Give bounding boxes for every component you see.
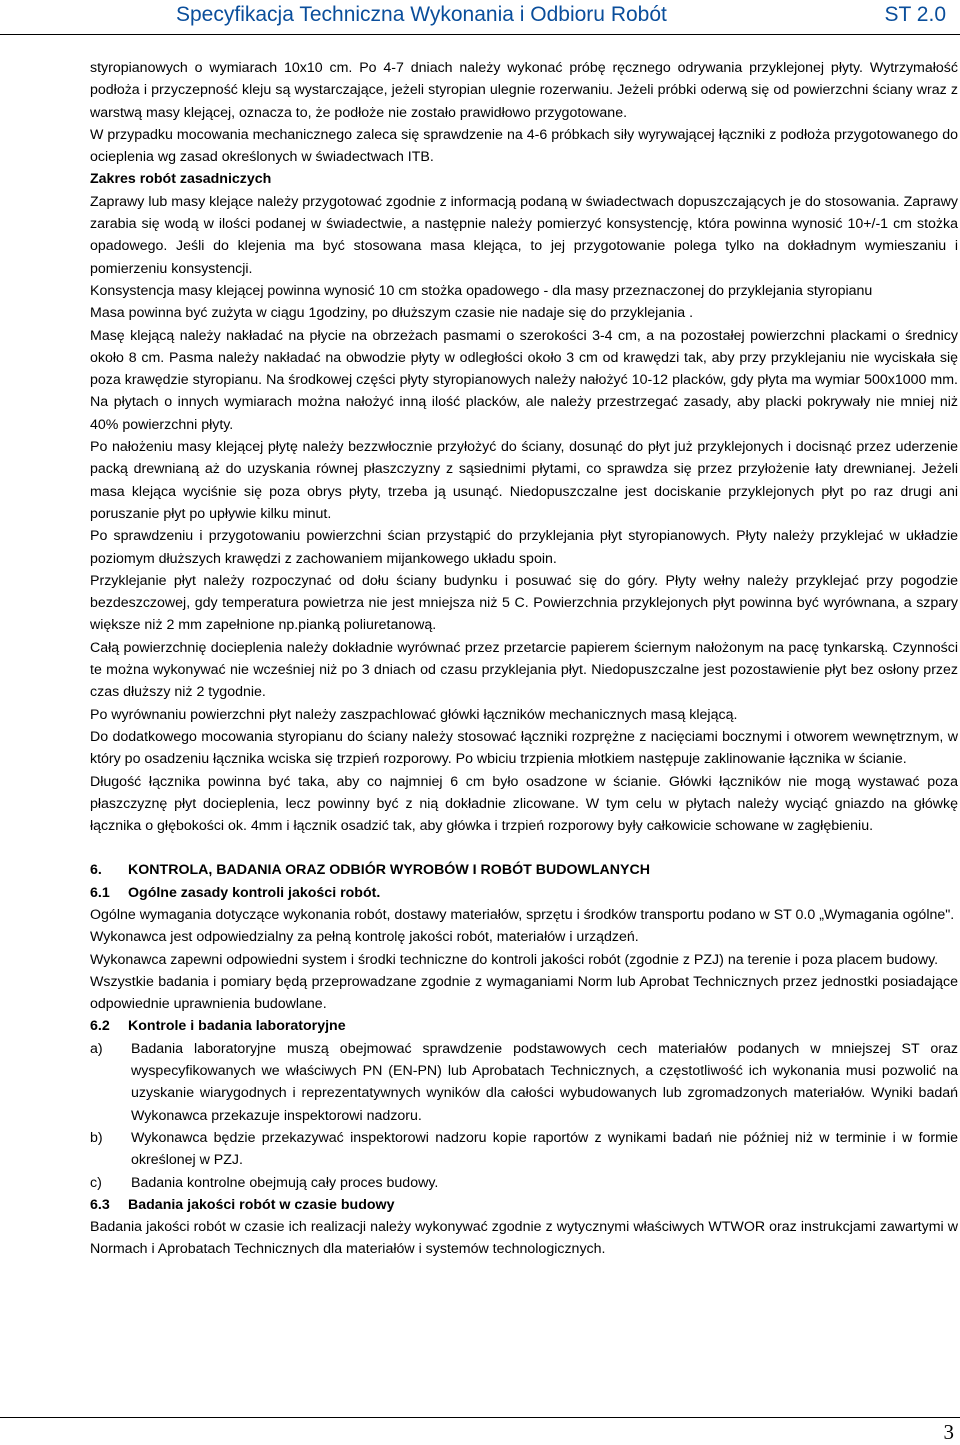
paragraph: Wykonawca jest odpowiedzialny za pełną kontrolę jakości robót, materiałów i urządzeń. (90, 929, 639, 946)
subheading-zakres: Zakres robót zasadniczych (90, 171, 272, 188)
list-item (90, 1172, 958, 1194)
list-item (90, 1038, 958, 1127)
paragraph: Przyklejanie płyt należy rozpoczynać od dołu ściany budynku i posuwać się do góry. Płyty wełny należy przyklejać przy pogodzie bezdeszczowej, gdy temperatura powietrza nie jest mniejsza niż 5 C. Powierzchnia przyklejonych płyt powinna być wyrównana, a szpary większe niż 2 mm zapełnione np.pianką poliuretanową. (90, 572, 958, 634)
paragraph: Konsystencja masy klejącej powinna wynosić 10 cm stożka opadowego - dla masy przeznaczonej do przyklejania styropianu (90, 282, 873, 299)
paragraph: Wykonawca zapewni odpowiedni system i środki techniczne do kontroli jakości robót (zgodnie z PZJ) na terenie i poza placem budowy. (90, 951, 939, 968)
paragraph: Po nałożeniu masy klejącej płytę należy bezzwłocznie przyłożyć do ściany, dosunąć do płyt już przyklejonych i docisnąć przez uderzenie packą drewnianą aż do uzyskania równej płaszczyzny z sąsiednimi płytami, co sprawdza się przez przyłożenie łaty drewnianej. Jeżeli masa klejąca wyciśnie się poza obrys płyty, trzeba ją usunąć. Niedopuszczalne jest dociskanie przyklejonych płyt po raz drugi ani poruszanie płyt po upływie kilku minut. (90, 439, 958, 522)
paragraph: Wszystkie badania i pomiary będą przeprowadzane zgodnie z wymaganiami Norm lub Aprobat Technicznych przez jednostki posiadające odpowiednie uprawnienia budowlane. (90, 973, 958, 1013)
section-number: 6.3 (90, 1196, 110, 1213)
page-header (0, 0, 960, 35)
list-marker: b) (90, 1129, 103, 1146)
document-code: ST 2.0 (884, 3, 946, 26)
paragraph: styropianowych o wymiarach 10x10 cm. Po 4-7 dniach należy wykonać próbę ręcznego odrywania przyklejonej płyty. Wytrzymałość podłoża i przyczepność kleju są wystarczające, jeżeli styropian ulegnie rozerwaniu. Jeżeli próbki oderwą się od powierzchni ściany wraz z warstwą masy klejącej, oznacza to, że podłoże nie zostało prawidłowo przygotowane. (90, 60, 958, 121)
paragraph: Ogólne wymagania dotyczące wykonania robót, dostawy materiałów, sprzętu i środków transportu podano w ST 0.0 „Wymagania ogólne". (90, 906, 955, 923)
list-marker: c) (90, 1174, 102, 1191)
list-marker: a) (90, 1040, 103, 1057)
section-heading-6 (90, 859, 958, 881)
paragraph: Długość łącznika powinna być taka, aby co najmniej 6 cm było osadzone w ścianie. Główki łączników nie mogą wystawać poza płaszczyznę płyt docieplenia, lecz powinny być z nią dokładnie zlicowane. W tym celu w płytach należy wyciąć gniazdo na główkę łącznika o głębokości ok. 4mm i łącznik osadzić tak, aby główka i trzpień rozporowy były całkowicie schowane w zagłębieniu. (90, 773, 958, 835)
section-title: Kontrole i badania laboratoryjne (128, 1018, 346, 1035)
paragraph: Do dodatkowego mocowania styropianu do ściany należy stosować łączniki rozprężne z nacięciami bocznymi i otworem wewnętrznym, w który po osadzeniu łącznika wciska się trzpień rozporowy. Po wbiciu trzpienia młotkiem następuje zaklinowanie łącznika w ścianie. (90, 728, 958, 768)
section-number: 6.1 (90, 884, 110, 901)
section-title: Badania jakości robót w czasie budowy (128, 1196, 395, 1213)
paragraph: W przypadku mocowania mechanicznego zaleca się sprawdzenie na 4-6 próbkach siły wyrywającej łączniki z podłoża przygotowanego do ocieplenia wg zasad określonych w świadectwach ITB. (90, 126, 958, 166)
section-heading-6-2 (90, 1015, 958, 1037)
section-title: KONTROLA, BADANIA ORAZ ODBIÓR WYROBÓW I ROBÓT BUDOWLANYCH (128, 862, 651, 879)
paragraph: Po wyrównaniu powierzchni płyt należy zaszpachlować główki łączników mechanicznych masą klejącą. (90, 706, 738, 723)
footer-divider (0, 1417, 960, 1418)
paragraph: Masę klejącą należy nakładać na płycie na obrzeżach pasmami o szerokości 3-4 cm, a na pozostałej powierzchni plackami o średnicy około 8 cm. Pasma należy nakładać na obwodzie płyty w odległości około 3 cm od krawędzi tak, aby przy przyklejaniu nie wyciskała się poza krawędzie styropianu. Na środkowej części płyty styropianowych należy nałożyć 10-12 placków, gdy płyta ma wymiar 500x1000 mm. Na płytach o innych wymiarach można nałożyć inną ilość placków, ale należy przestrzegać zasady, aby placki pokrywały nie mniej niż 40% powierzchni płyty. (90, 327, 958, 433)
section-heading-6-1 (90, 882, 958, 904)
section-heading-6-3 (90, 1194, 958, 1216)
document-title: Specyfikacja Techniczna Wykonania i Odbioru Robót (176, 3, 667, 26)
page-number: 3 (943, 1420, 954, 1444)
list-text: Wykonawca będzie przekazywać inspektorowi nadzoru kopie raportów z wynikami badań nie później niż w terminie i w formie określonej w PZJ. (131, 1129, 958, 1169)
paragraph: Po sprawdzeniu i przygotowaniu powierzchni ścian przystąpić do przyklejania płyt styropianowych. Płyty należy przyklejać w układzie poziomym dłuższych krawędzi z zachowaniem mijankowego układu spoin. (90, 528, 958, 567)
section-title: Ogólne zasady kontroli jakości robót. (128, 884, 381, 901)
section-number: 6.2 (90, 1018, 110, 1035)
document-body (90, 57, 958, 1261)
paragraph: Badania jakości robót w czasie ich realizacji należy wykonywać zgodnie z wytycznymi właściwych WTWOR oraz instrukcjami zawartymi w Normach i Aprobatach Technicznych dla materiałów i systemów technologicznych. (90, 1219, 958, 1258)
list-text: Badania laboratoryjne muszą obejmować sprawdzenie podstawowych cech materiałów podanych w mniejszej ST oraz wyspecyfikowanych we właściwych PN (EN-PN) lub Aprobatach Technicznych, a częstotliwość ich wykonania musi pozwolić na uzyskanie wiarygodnych i reprezentatywnych wyników dla całości wybudowanych lub zgromadzonych materiałów. Wyniki badań Wykonawca przekazuje inspektorowi nadzoru. (131, 1040, 958, 1124)
list-text: Badania kontrolne obejmują cały proces budowy. (131, 1174, 439, 1191)
list-item (90, 1127, 958, 1172)
section-number: 6. (90, 862, 102, 879)
paragraph: Masa powinna być zużyta w ciągu 1godziny, po dłuższym czasie nie nadaje się do przyklejania . (90, 305, 694, 322)
paragraph: Całą powierzchnię docieplenia należy dokładnie wyrównać przez przetarcie papierem ściernym nałożonym na pacę tynkarską. Czynności te można wykonywać nie wcześniej niż po 3 dniach od czasu przyklejania płyt. Niedopuszczalne jest pozostawienie płyt bez osłony przez czas dłuższy niż 2 tygodnie. (90, 639, 958, 701)
paragraph: Zaprawy lub masy klejące należy przygotować zgodnie z informacją podaną w świadectwach dopuszczających je do stosowania. Zaprawy zarabia się wodą w ilości podanej w świadectwie, a następnie należy pomierzyć konsystencję, która powinna wynosić 10+/-1 cm stożka opadowego. Jeśli do klejenia ma być stosowana masa klejąca, to jej przygotowanie polega tylko na dokładnym wymieszaniu i pomierzeniu konsystencji. (90, 193, 958, 277)
